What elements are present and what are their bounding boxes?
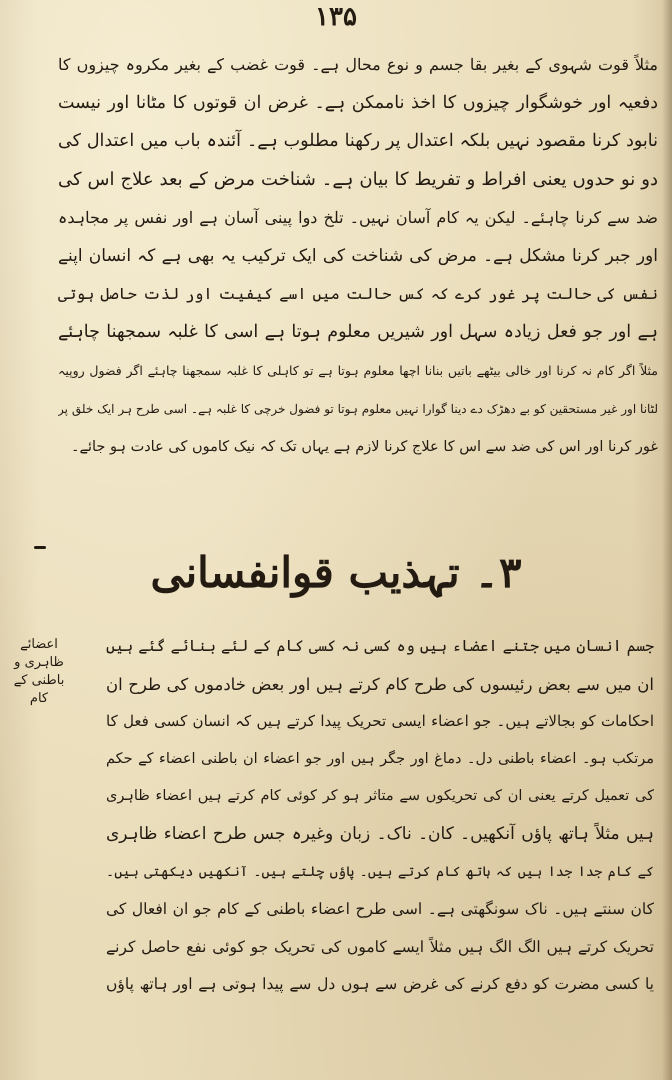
margin-note-line: کام <box>29 691 49 706</box>
text-line: مثلاً قوت شہوی کے بغیر بقا جسم و نوع محال ہے۔ قوت غضب کے بغیر مکروہ چیزوں کا <box>58 55 658 74</box>
text-line: کی تعمیل کرتے یعنی ان کی تحریکوں سے متاثر ہو کر کوئی کام کرتے ہیں اعضاء ظاہری <box>106 788 654 805</box>
text-line: نابود کرنا مقصود نہیں بلکہ اعتدال پر رکھنا مطلوب ہے۔ آئندہ باب میں اعتدال کی <box>58 131 658 152</box>
text-line: دو نو حدوں یعنی افراط و تفریط کا بیان ہے۔ شناخت مرض کے بعد علاج اس کی <box>58 168 658 190</box>
text-line: اور جبر کرنا مشکل ہے۔ مرض کی شناخت کی ایک ترکیب یہ بھی ہے کہ انسان اپنے <box>58 245 658 266</box>
bottom-paragraph <box>106 628 654 1004</box>
page-number: ۱۳۵ <box>315 2 357 32</box>
text-line: احکامات کو بجالاتے ہیں۔ جو اعضاء ایسی تحریک پیدا کرتے ہیں کہ انسان کسی فعل کا <box>106 712 654 731</box>
margin-note-line: ظاہری و <box>14 655 64 670</box>
text-line: کان سنتے ہیں۔ ناک سونگھتی ہے۔ اسی طرح اعضاء باطنی کے کام جو ان افعال کی <box>106 900 654 919</box>
text-line: یا کسی مضرت کو دفع کرنے کی غرض سے ہوں دل سے پیدا ہوتی ہے اور ہاتھ پاؤں <box>106 975 654 994</box>
text-line: ضد سے کرنا چاہئے۔ لیکن یہ کام آسان نہیں۔ تلخ دوا پینی آسان ہے اور نفس پر مجاہدہ <box>58 207 658 227</box>
section-heading: ۳۔ تہذیب قوانفسانی <box>150 548 522 597</box>
text-line: جسم انسان میں جتنے اعضاء ہیں وہ کسی نہ کسی کام کے لئے بنائے گئے ہیں <box>106 637 654 655</box>
text-line: لٹانا اور غیر مستحقین کو بے دھڑک دے دینا گوارا نہیں معلوم ہوتا تو فضول خرچی کا غلبہ ہے۔ اسی طرح ہر ایک خلق پر <box>58 401 658 416</box>
text-line: غور کرنا اور اس کی ضد سے اس کا علاج کرنا لازم ہے یہاں تک کہ نیک کاموں کی عادت ہو جائے۔ <box>70 438 658 455</box>
text-line: دفعیہ اور خوشگوار چیزوں کا اخذ ناممکن ہے۔ غرض ان قوتوں کا مٹانا اور نیست <box>58 93 658 114</box>
text-line: ہیں مثلاً ہاتھ پاؤں آنکھیں۔ کان۔ ناک۔ زبان وغیرہ جس طرح اعضاء ظاہری <box>106 823 654 844</box>
top-paragraph <box>58 46 658 466</box>
text-line: مرتکب ہو۔ اعضاء باطنی دل۔ دماغ اور جگر ہیں اور جو اعضاء ان باطنی اعضاء کے حکم <box>106 750 654 767</box>
text-line: تحریک کرتے ہیں الگ الگ ہیں مثلاً ایسے کاموں کی تحریک جو کوئی نفع حاصل کرنے <box>106 937 654 956</box>
text-line: ان میں سے بعض رئیسوں کی طرح کام کرتے ہیں اور بعض خادموں کی طرح ان <box>106 674 654 694</box>
page-edge-shadow <box>662 0 672 1080</box>
margin-note-line: اعضائے <box>20 637 58 652</box>
margin-note-line: باطنی کے <box>13 673 65 688</box>
margin-note <box>10 636 68 708</box>
text-line: مثلاً اگر کام نہ کرنا اور خالی بیٹھے باتیں بنانا اچھا معلوم ہوتا ہے تو کاہلی کا غلبہ سمجھنا چاہئے اگر فضول روپیہ <box>58 362 658 378</box>
text-line: کے کام جدا جدا ہیں کہ ہاتھ کام کرتے ہیں۔ پاؤں چلتے ہیں۔ آنکھیں دیکھتی ہیں۔ <box>106 863 654 880</box>
text-line: نفس کی حالت پر غور کرے کہ کس حالت میں اسے کیفیت اور لذت حاصل ہوتی <box>58 285 658 304</box>
text-line: ہے اور جو فعل زیادہ سہل اور شیریں معلوم ہوتا ہے اسی کا غلبہ سمجھنا چاہئے <box>58 322 658 343</box>
